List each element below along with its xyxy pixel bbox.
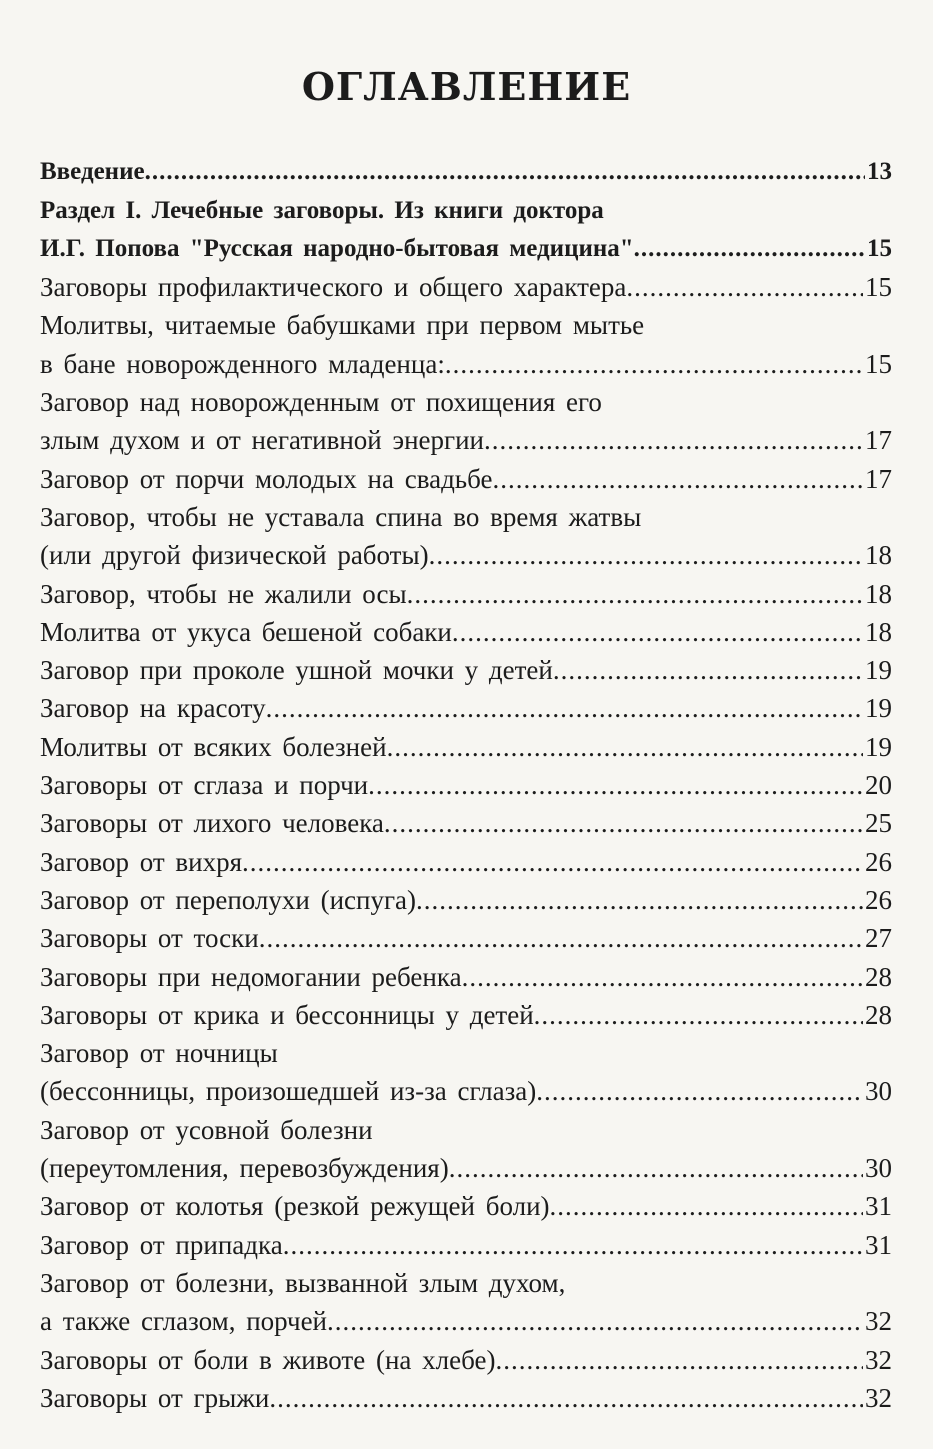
toc-entry xyxy=(40,342,892,380)
toc-entry xyxy=(40,151,892,189)
toc-entry-page: 19 xyxy=(865,693,892,724)
toc-entry-page: 13 xyxy=(867,158,892,186)
toc-entry-title: в бане новорожденного младенца: xyxy=(40,348,445,379)
toc-entry-title: Заговоры от лихого человека xyxy=(40,808,384,839)
page-title: ОГЛАВЛЕНИЕ xyxy=(301,64,632,109)
toc-entry-page: 15 xyxy=(867,234,892,262)
dot-leader xyxy=(283,1228,863,1262)
toc-entry xyxy=(40,764,892,802)
toc-entry-page: 27 xyxy=(865,923,892,954)
toc-entry-page: 25 xyxy=(865,808,892,839)
toc-entry-page: 32 xyxy=(865,1306,892,1337)
toc-entry-page: 30 xyxy=(865,1153,892,1184)
toc-entry xyxy=(40,572,892,610)
toc-entry-title: Заговор от припадка xyxy=(40,1229,283,1260)
toc-entry-title: Заговоры от крика и бессонницы у детей xyxy=(40,999,534,1030)
toc-entry-page: 18 xyxy=(865,616,892,647)
toc-entry-page: 28 xyxy=(865,999,892,1030)
toc-entry xyxy=(40,802,892,840)
toc-entry-page: 19 xyxy=(865,655,892,686)
toc-entry-page: 31 xyxy=(865,1229,892,1260)
toc-entry xyxy=(40,496,892,534)
toc-entry xyxy=(40,534,892,572)
toc-entry xyxy=(40,994,892,1032)
toc-entry-page: 32 xyxy=(865,1344,892,1375)
dot-leader xyxy=(493,462,864,496)
toc-entry-title: Заговор, чтобы не уставала спина во время жатвы xyxy=(40,501,642,532)
toc-entry-title: (или другой физической работы) xyxy=(40,540,429,571)
toc-entry-page: 18 xyxy=(865,540,892,571)
toc-entry-page: 20 xyxy=(865,770,892,801)
dot-leader xyxy=(407,577,863,611)
dot-leader xyxy=(145,155,865,189)
dot-leader xyxy=(553,653,863,687)
dot-leader xyxy=(387,730,863,764)
toc-entry xyxy=(40,840,892,878)
toc-entry-page: 15 xyxy=(865,348,892,379)
toc-entry-title: Заговор от усовной болезни xyxy=(40,1114,373,1145)
toc-entry-title: злым духом и от негативной энергии xyxy=(40,425,484,456)
toc-entry xyxy=(40,649,892,687)
dot-leader xyxy=(327,1304,863,1338)
dot-leader xyxy=(242,845,863,879)
toc-entry xyxy=(40,228,892,266)
toc-entry xyxy=(40,381,892,419)
toc-entry-title: Молитва от укуса бешеной собаки xyxy=(40,616,452,647)
toc-entry-title: Заговоры от боли в животе (на хлебе) xyxy=(40,1344,496,1375)
toc-entry xyxy=(40,1262,892,1300)
dot-leader xyxy=(484,423,863,457)
toc-entry xyxy=(40,725,892,763)
toc-entry xyxy=(40,419,892,457)
toc-entry xyxy=(40,879,892,917)
toc-entry-title: Заговоры от грыжи xyxy=(40,1382,270,1413)
dot-leader xyxy=(384,806,863,840)
toc-entry xyxy=(40,266,892,304)
toc-entry-title: (переутомления, перевозбуждения) xyxy=(40,1153,449,1184)
toc-entry-title: Заговор от болезни, вызванной злым духом, xyxy=(40,1267,566,1298)
dot-leader xyxy=(449,1151,863,1185)
toc-entry-title: Заговор от вихря xyxy=(40,846,243,877)
toc-entry-title: И.Г. Попова "Русская народно-бытовая медицина" xyxy=(40,234,634,262)
toc-entry xyxy=(40,1185,892,1223)
dot-leader xyxy=(259,921,863,955)
toc-entry-title: Введение xyxy=(40,158,145,186)
toc-entry xyxy=(40,687,892,725)
toc-entry-page: 15 xyxy=(865,272,892,303)
toc-entry-title: Заговор над новорожденным от похищения его xyxy=(40,387,602,418)
toc-entry-page: 28 xyxy=(865,961,892,992)
toc-entry-title: а также сглазом, порчей xyxy=(40,1306,328,1337)
toc-entry xyxy=(40,1338,892,1376)
toc-entry-title: Молитвы от всяких болезней xyxy=(40,731,387,762)
toc-entry-title: Заговор от ночницы xyxy=(40,1038,278,1069)
toc-entry-title: Заговор, чтобы не жалили осы xyxy=(40,578,407,609)
toc-entry xyxy=(40,304,892,342)
dot-leader xyxy=(462,960,863,994)
toc-entry-page: 26 xyxy=(865,884,892,915)
toc-entry xyxy=(40,955,892,993)
dot-leader xyxy=(269,1381,863,1415)
dot-leader xyxy=(495,1343,863,1377)
toc-entry xyxy=(40,1147,892,1185)
toc-entry xyxy=(40,1300,892,1338)
toc-entry xyxy=(40,917,892,955)
toc-entry xyxy=(40,1032,892,1070)
toc-entry xyxy=(40,1108,892,1146)
dot-leader xyxy=(626,270,863,304)
toc-entry-page: 26 xyxy=(865,846,892,877)
toc-entry xyxy=(40,1377,892,1415)
toc-entry-title: Заговоры при недомогании ребенка xyxy=(40,961,462,992)
toc-entry xyxy=(40,457,892,495)
dot-leader xyxy=(368,768,863,802)
toc-entry xyxy=(40,189,892,227)
toc-entry-title: Заговор при проколе ушной мочки у детей xyxy=(40,655,553,686)
toc-entry-page: 30 xyxy=(865,1076,892,1107)
toc-entry-page: 17 xyxy=(865,425,892,456)
toc-entry-title: Заговоры от тоски xyxy=(40,923,259,954)
toc-entry-title: Заговор от переполухи (испуга) xyxy=(40,884,417,915)
table-of-contents xyxy=(40,151,892,1415)
dot-leader xyxy=(445,347,863,381)
toc-entry-title: (бессонницы, произошедшей из-за сглаза) xyxy=(40,1076,537,1107)
dot-leader xyxy=(550,1189,863,1223)
dot-leader xyxy=(416,883,863,917)
toc-entry xyxy=(40,1223,892,1261)
toc-entry xyxy=(40,1070,892,1108)
toc-entry-title: Раздел I. Лечебные заговоры. Из книги доктора xyxy=(40,196,604,224)
toc-entry-title: Молитвы, читаемые бабушками при первом мытье xyxy=(40,310,645,341)
toc-entry-title: Заговоры от сглаза и порчи xyxy=(40,770,369,801)
dot-leader xyxy=(429,538,863,572)
toc-entry-title: Заговоры профилактического и общего характера xyxy=(40,272,627,303)
dot-leader xyxy=(266,691,863,725)
dot-leader xyxy=(452,615,863,649)
toc-entry-page: 31 xyxy=(865,1191,892,1222)
dot-leader xyxy=(536,1074,863,1108)
toc-entry-page: 18 xyxy=(865,578,892,609)
dot-leader xyxy=(634,232,865,266)
toc-entry-title: Заговор от колотья (резкой режущей боли) xyxy=(40,1191,550,1222)
dot-leader xyxy=(534,998,863,1032)
toc-entry-title: Заговор от порчи молодых на свадьбе xyxy=(40,463,493,494)
toc-entry-page: 19 xyxy=(865,731,892,762)
toc-entry xyxy=(40,611,892,649)
toc-entry-page: 17 xyxy=(865,463,892,494)
toc-entry-title: Заговор на красоту xyxy=(40,693,266,724)
toc-entry-page: 32 xyxy=(865,1382,892,1413)
